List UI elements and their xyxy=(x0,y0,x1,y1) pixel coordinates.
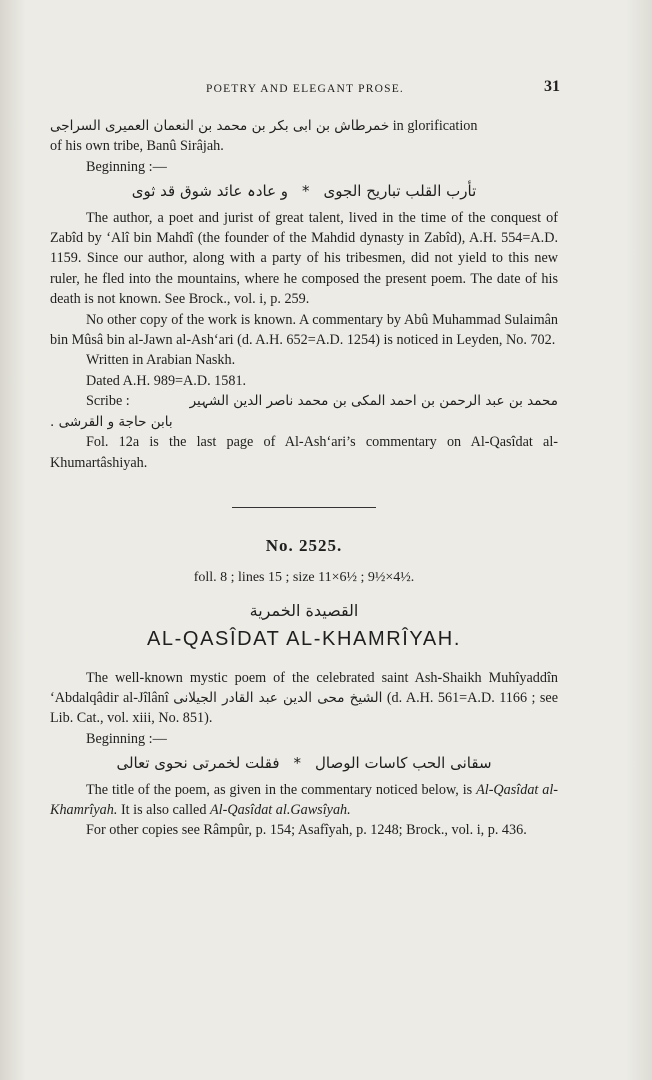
poem-desc-arabic: الشیخ محی الدین عبد القادر الجیلانی xyxy=(173,689,383,706)
scribe-arabic-1: محمد بن عبد الرحمن بن احمد المکی بن محمد ناصر الدین الشہیر xyxy=(189,393,558,410)
verse-1-hemistich-a: تأرب القلب تباریح الجوی xyxy=(323,182,477,201)
paragraph-other-copies: For other copies see Râmpûr, p. 154; Asafîyah, p. 1248; Brock., vol. i, p. 436. xyxy=(86,822,527,839)
verse-1-separator: * xyxy=(302,182,310,201)
paragraph-author: The author, a poet and jurist of great talent, lived in the time of the conquest of Zabîd by ‘Alî bin Mahdî (the founder of the Mahdid dynasty in Zabîd), A.H. 554=A.D. 1159. Since our author, along with a party of his tribesmen, did not yield to this new ruler, he fled into the mountains, where he composed the present poem. The date of his death is not known. See Brock., vol. i, p. 259. xyxy=(50,209,558,308)
page-body xyxy=(50,116,558,841)
intro-line-2: of his own tribe, Banû Sirâjah. xyxy=(50,138,224,155)
entry-number: No. 2525. xyxy=(265,535,343,555)
opening-verse-2 xyxy=(50,753,558,773)
folio-note: Fol. 12a is the last page of Al-Ash‘ari’s commentary on Al-Qasîdat al-Khumartâshiyah. xyxy=(50,434,558,471)
verse-2-hemistich-b: فقلت لخمرتی نحوی تعالی xyxy=(116,754,280,773)
intro-line-1-tail: in glorification xyxy=(392,118,478,134)
verse-2-separator: * xyxy=(293,754,301,773)
running-title: POETRY AND ELEGANT PROSE. xyxy=(205,83,405,95)
paragraph-title xyxy=(50,780,558,821)
page-number: 31 xyxy=(544,78,560,95)
entry-title: AL-QASÎDAT AL-KHAMRÎYAH. xyxy=(146,628,462,651)
page-header xyxy=(50,78,560,100)
scribe-arabic-2: بابن حاجة و القرشی . xyxy=(50,413,173,430)
title-italic-2: Al-Qasîdat al.Gawsîyah. xyxy=(209,801,351,818)
dated-line: Dated A.H. 989=A.D. 1581. xyxy=(86,372,247,389)
poem-desc-b: (d. A.H. 561=A.D. 1166 ; see Lib. Cat., vol. xiii, No. 851). xyxy=(50,689,559,727)
title-text-1: The title of the poem, as given in the commentary noticed below, is xyxy=(86,781,473,798)
entry-folio-info: foll. 8 ; lines 15 ; size 11×6½ ; 9½×4½. xyxy=(193,570,415,586)
scribe-line xyxy=(50,391,558,411)
beginning-label-1: Beginning :— xyxy=(86,158,167,175)
section-divider xyxy=(232,507,376,508)
poem-desc-a: The well-known mystic poem of the celebrated saint Ash-Shaikh Muhîyaddîn ‘Abdalqâdir al-Jîlânî xyxy=(50,669,558,706)
entry-arabic-title: القصیدة الخمریة xyxy=(249,600,359,620)
intro-line-1 xyxy=(50,116,558,136)
verse-2-hemistich-a: سقانی الحب کاسات الوصال xyxy=(315,754,492,773)
scribe-label: Scribe : xyxy=(86,393,130,410)
opening-verse-1 xyxy=(50,181,558,201)
verse-1-hemistich-b: و عادہ عائد شوق قد ثوی xyxy=(131,182,289,201)
beginning-label-2: Beginning :— xyxy=(86,730,167,747)
title-italic-1: Al-Qasîdat al-Khamrîyah. xyxy=(50,781,559,818)
paragraph-poem xyxy=(50,668,558,729)
written-line: Written in Arabian Naskh. xyxy=(86,352,236,369)
title-text-2: It is also called xyxy=(120,801,207,818)
author-arabic-name: خمرطاش بن ابی بکر بن محمد بن النعمان العمیری السراجی xyxy=(50,118,390,134)
paragraph-other-copy: No other copy of the work is known. A commentary by Abû Muhammad Sulaimân bin Mûsâ bin al-Jawn al-Ash‘ari (d. A.H. 652=A.D. 1254) is noticed in Leyden, No. 702. xyxy=(50,311,558,349)
